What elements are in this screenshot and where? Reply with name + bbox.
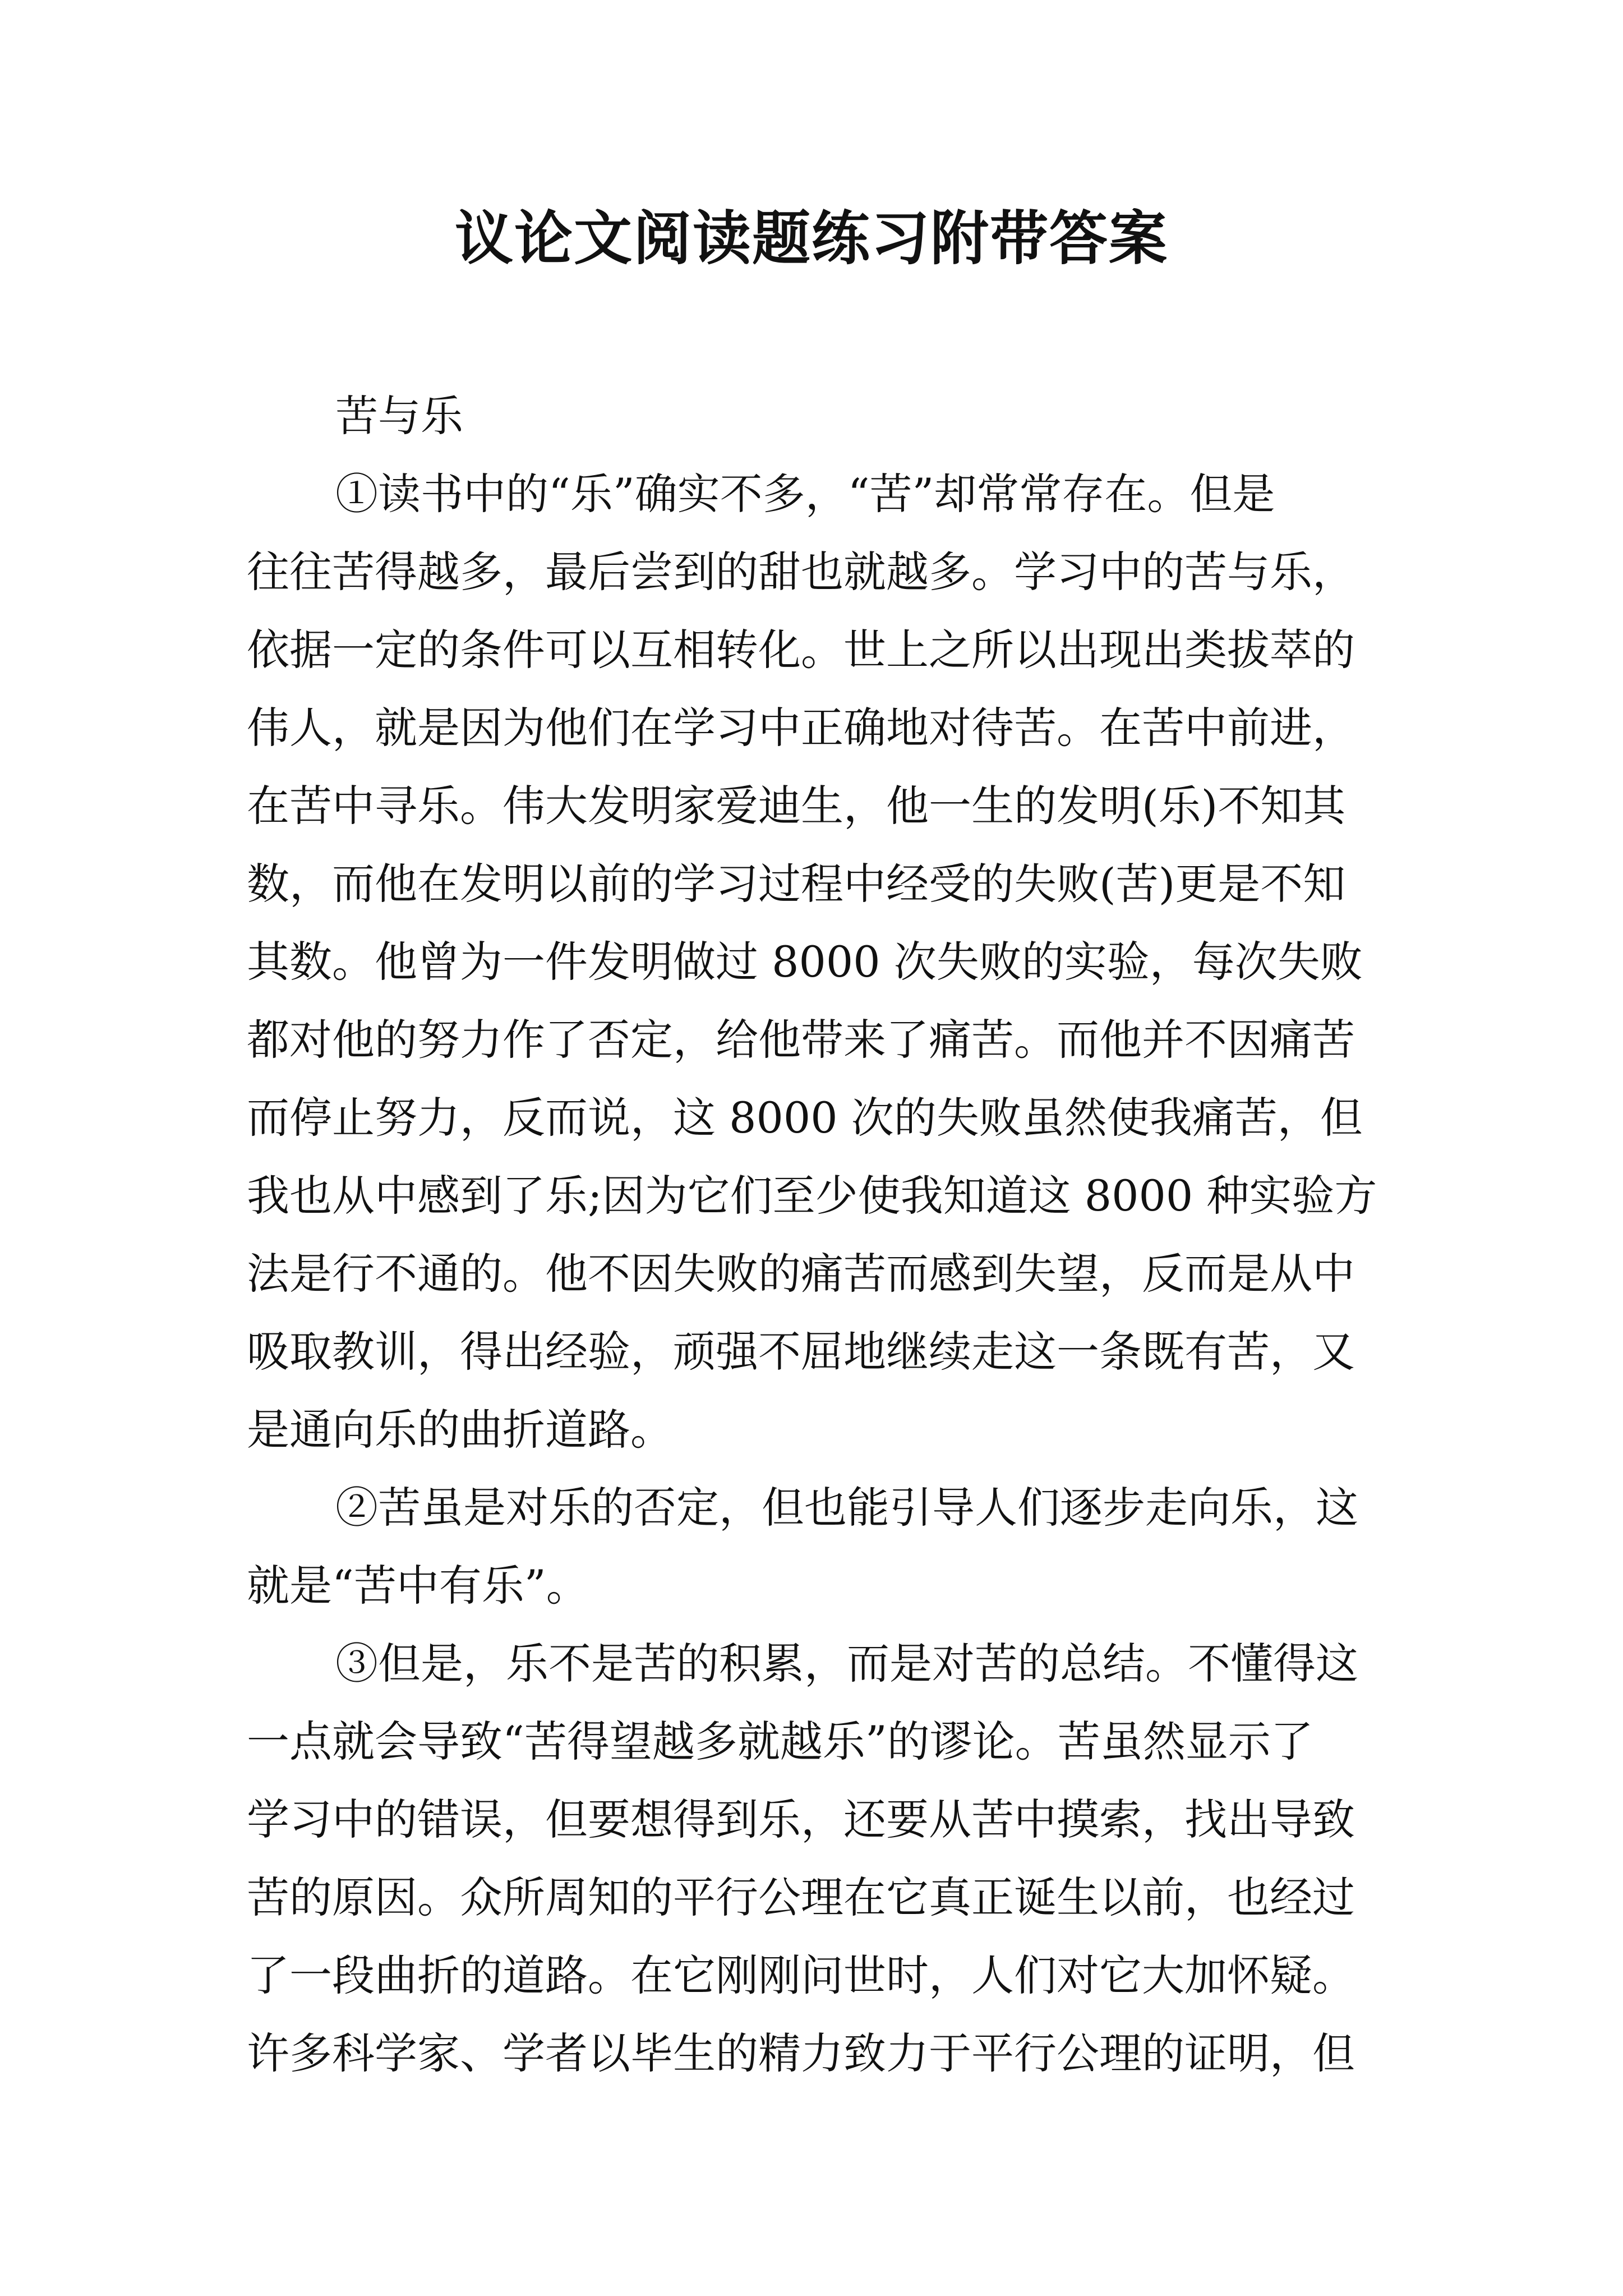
text-line: 都对他的努力作了否定，给他带来了痛苦。而他并不因痛苦 bbox=[247, 1015, 1355, 1065]
text-line: 吸取教训，得出经验，顽强不屈地继续走这一条既有苦，又 bbox=[247, 1327, 1355, 1377]
text-line: 法是行不通的。他不因失败的痛苦而感到失望，反而是从中 bbox=[247, 1249, 1355, 1299]
text-line: 往往苦得越多，最后尝到的甜也就越多。学习中的苦与乐， bbox=[247, 547, 1355, 597]
text-line: 而停止努力，反而说，这 8000 次的失败虽然使我痛苦，但 bbox=[247, 1093, 1363, 1143]
text-line: 我也从中感到了乐;因为它们至少使我知道这 8000 种实验方 bbox=[247, 1171, 1377, 1221]
text-line: 是通向乐的曲折道路。 bbox=[247, 1405, 673, 1455]
text-line: 其数。他曾为一件发明做过 8000 次失败的实验，每次失败 bbox=[247, 937, 1363, 987]
text-line: 许多科学家、学者以毕生的精力致力于平行公理的证明，但 bbox=[247, 2028, 1355, 2078]
document-title: 议论文阅读题练习附带答案 bbox=[454, 204, 1168, 273]
text-line: 数，而他在发明以前的学习过程中经受的失败(苦)更是不知 bbox=[247, 859, 1346, 909]
text-line: ②苦虽是对乐的否定，但也能引导人们逐步走向乐，这 bbox=[335, 1483, 1358, 1533]
text-line: 了一段曲折的道路。在它刚刚问世时，人们对它大加怀疑。 bbox=[247, 1950, 1355, 2000]
text-line: 依据一定的条件可以互相转化。世上之所以出现出类拔萃的 bbox=[247, 625, 1355, 675]
text-line: 一点就会导致“苦得望越多就越乐”的谬论。苦虽然显示了 bbox=[247, 1717, 1313, 1766]
text-line: 在苦中寻乐。伟大发明家爱迪生，他一生的发明(乐)不知其 bbox=[247, 781, 1346, 831]
text-line: 苦的原因。众所周知的平行公理在它真正诞生以前，也经过 bbox=[247, 1872, 1355, 1922]
text-line: ①读书中的“乐”确实不多，“苦”却常常存在。但是 bbox=[335, 469, 1275, 519]
text-line: 学习中的错误，但要想得到乐，还要从苦中摸索，找出导致 bbox=[247, 1795, 1355, 1844]
text-line: 就是“苦中有乐”。 bbox=[247, 1561, 589, 1611]
text-line: ③但是，乐不是苦的积累，而是对苦的总结。不懂得这 bbox=[335, 1639, 1358, 1688]
document-body bbox=[247, 377, 1413, 2092]
text-line: 伟人，就是因为他们在学习中正确地对待苦。在苦中前进， bbox=[247, 703, 1355, 753]
text-line: 苦与乐 bbox=[335, 391, 463, 441]
